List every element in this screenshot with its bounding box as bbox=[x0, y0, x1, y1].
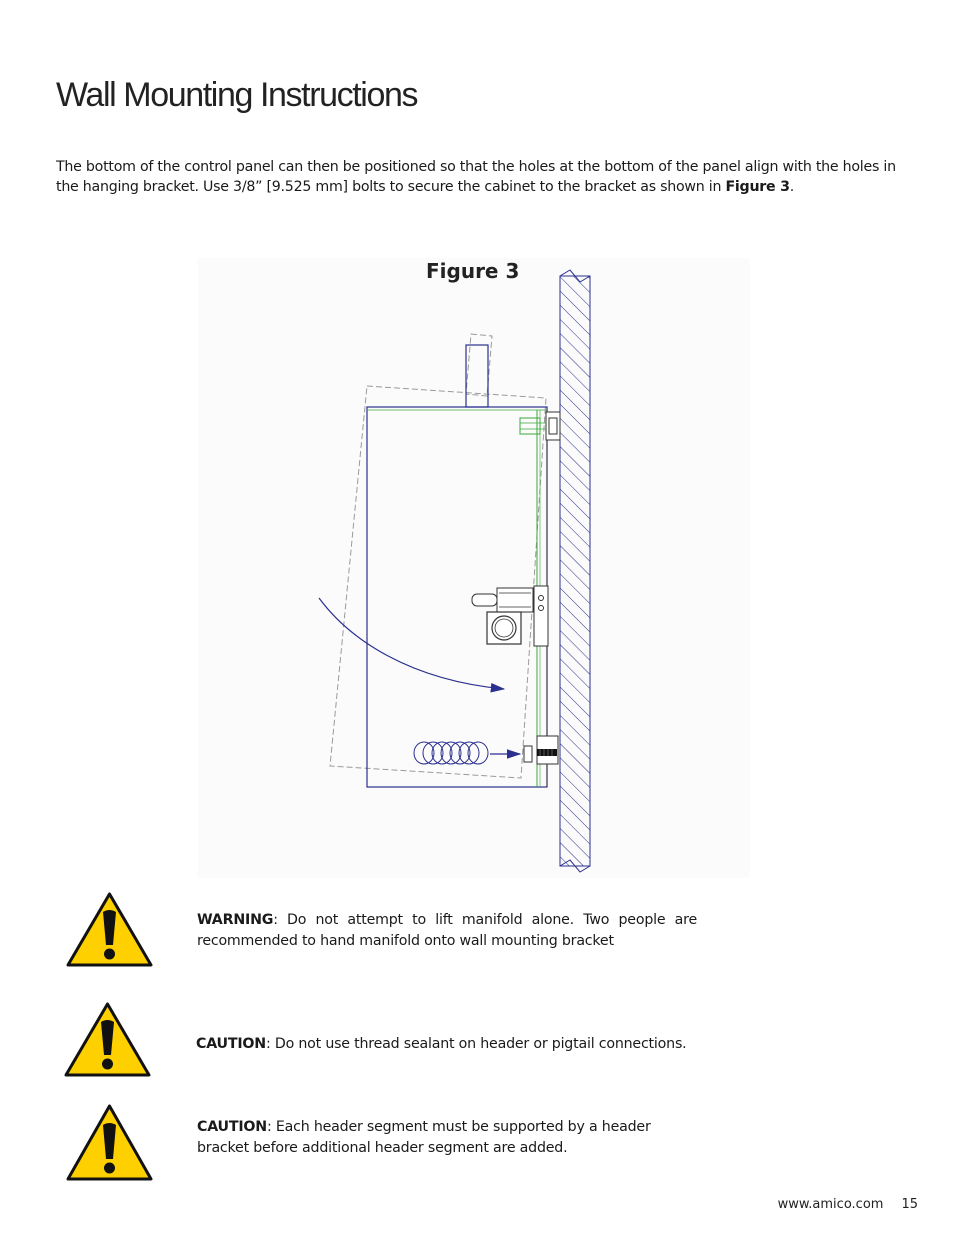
hanging-bracket bbox=[472, 586, 548, 646]
notice-text: : Do not attempt to lift manifold alone. Two people are recommended to hand manifold onto wall mounting bracket bbox=[197, 912, 697, 949]
page-title: Wall Mounting Instructions bbox=[56, 76, 418, 114]
page-number: 15 bbox=[901, 1197, 918, 1212]
figure-reference[interactable]: Figure 3 bbox=[725, 179, 790, 195]
intro-paragraph bbox=[56, 157, 906, 197]
notice-label: CAUTION bbox=[196, 1036, 266, 1052]
figure-3-panel bbox=[198, 258, 750, 878]
warning-triangle-icon bbox=[66, 892, 153, 968]
swing-direction-arrow bbox=[319, 598, 504, 689]
notice-label: WARNING bbox=[197, 912, 274, 928]
caution-notice-sealant bbox=[196, 1034, 736, 1055]
caution-triangle-icon bbox=[66, 1104, 153, 1182]
bolt-insertion bbox=[414, 736, 558, 764]
footer-url[interactable]: www.amico.com bbox=[777, 1197, 884, 1212]
tilted-cabinet-outline bbox=[330, 334, 546, 778]
caution-triangle-icon bbox=[64, 1002, 151, 1078]
figure-caption: Figure 3 bbox=[426, 259, 520, 283]
notice-text: : Do not use thread sealant on header or pigtail connections. bbox=[265, 1036, 687, 1052]
intro-text-end: . bbox=[789, 179, 794, 195]
notice-text: : Each header segment must be supported by a header bracket before additional header segment are added. bbox=[197, 1119, 651, 1156]
notice-label: CAUTION bbox=[197, 1119, 267, 1135]
wall-section bbox=[560, 270, 590, 872]
warning-notice bbox=[197, 910, 697, 952]
figure-3-diagram bbox=[198, 258, 750, 878]
caution-notice-header-bracket bbox=[197, 1117, 677, 1159]
intro-text: The bottom of the control panel can then be positioned so that the holes at the bottom of the panel align with the holes in the hanging bracket. Use 3/8” [9.525 mm] bolts to secure the cabinet to the bracket as shown in bbox=[56, 159, 896, 195]
page-footer bbox=[778, 1197, 918, 1212]
cabinet-body bbox=[367, 345, 547, 787]
